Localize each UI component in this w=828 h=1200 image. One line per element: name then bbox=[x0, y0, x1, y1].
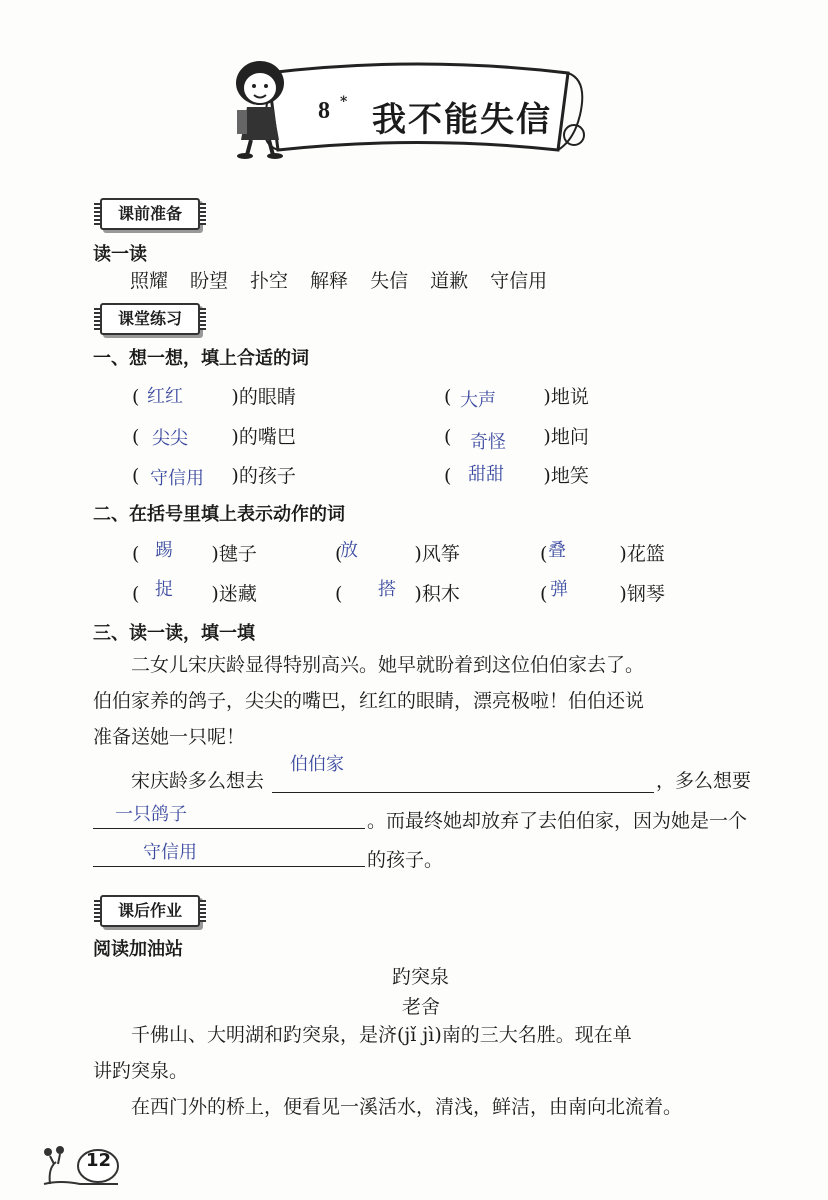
q1-answer: 尖尖 bbox=[152, 428, 188, 449]
article-title: 趵突泉 bbox=[392, 966, 450, 988]
q1-answer: 奇怪 bbox=[470, 432, 506, 453]
q2-item: ( )花篮 bbox=[540, 543, 665, 565]
word-item: 扑空 bbox=[250, 270, 289, 292]
lesson-number: 8 bbox=[318, 98, 330, 124]
q1-answer: 甜甜 bbox=[468, 464, 504, 485]
word-item: 解释 bbox=[310, 270, 349, 292]
q2-answer: 捉 bbox=[155, 579, 173, 600]
fill-answer-1: 伯伯家 bbox=[290, 754, 344, 775]
word-item: 守信用 bbox=[490, 270, 548, 292]
word-list bbox=[130, 266, 569, 293]
q2-answer: 踢 bbox=[155, 540, 173, 561]
q2-item: ( )迷藏 bbox=[132, 583, 257, 605]
q2-item: ( )毽子 bbox=[132, 543, 257, 565]
page-title: 我不能失信 bbox=[372, 100, 552, 140]
read-heading: 读一读 bbox=[93, 244, 147, 265]
q3-fill-end: 的孩子。 bbox=[367, 849, 444, 871]
q1-row2-right: ( )地问 bbox=[444, 426, 589, 448]
fill-answer-2: 一只鸽子 bbox=[115, 804, 187, 825]
q1-row1-left: ( )的眼睛 bbox=[132, 386, 296, 408]
q2-answer: 放 bbox=[340, 540, 358, 561]
q2-item: ( )风筝 bbox=[335, 543, 460, 565]
article-author: 老舍 bbox=[402, 996, 441, 1018]
q2-heading: 二、在括号里填上表示动作的词 bbox=[93, 504, 345, 525]
q2-item: ( )钢琴 bbox=[540, 583, 665, 605]
q3-heading: 三、读一读，填一填 bbox=[93, 623, 255, 644]
q3-fill-mid2: 。而最终她却放弃了去伯伯家，因为她是一个 bbox=[367, 810, 748, 832]
word-item: 盼望 bbox=[190, 270, 229, 292]
section-tag-pre: 课前准备 bbox=[100, 198, 200, 230]
word-item: 道歉 bbox=[430, 270, 469, 292]
word-item: 失信 bbox=[370, 270, 409, 292]
reading-heading: 阅读加油站 bbox=[93, 939, 183, 960]
q1-answer: 大声 bbox=[460, 390, 496, 411]
girl-mascot-icon bbox=[225, 55, 295, 160]
q3-passage: 二女儿宋庆龄显得特别高兴。她早就盼着到这位伯伯家去了。 伯伯家养的鸽子，尖尖的嘴巴，红红的眼睛，漂亮极啦！伯伯还说 准备送她一只呢！ bbox=[93, 654, 645, 748]
fill-blank-3 bbox=[93, 840, 365, 867]
q3-fill-prefix: 宋庆龄多么想去 bbox=[131, 770, 265, 792]
q1-row3-right: ( )地笑 bbox=[444, 465, 589, 487]
q2-answer: 叠 bbox=[548, 540, 566, 561]
fill-answer-3: 守信用 bbox=[143, 842, 197, 863]
q1-row1-right: ( )地说 bbox=[444, 386, 589, 408]
page-number: 12 bbox=[86, 1150, 112, 1171]
q2-answer: 搭 bbox=[378, 579, 396, 600]
q1-heading: 一、想一想，填上合适的词 bbox=[93, 348, 309, 369]
q3-fill-mid: ，多么想要 bbox=[656, 770, 752, 792]
q2-item: ( )积木 bbox=[335, 583, 460, 605]
q1-row2-left: ( )的嘴巴 bbox=[132, 426, 296, 448]
word-item: 照耀 bbox=[130, 270, 169, 292]
article-body: 千佛山、大明湖和趵突泉，是济(jǐ jì)南的三大名胜。现在单 讲趵突泉。 在西门外的桥上，便看见一溪活水，清浅，鲜洁，由南向北流着。 bbox=[93, 1024, 683, 1118]
q1-answer: 红红 bbox=[147, 386, 183, 407]
section-tag-class: 课堂练习 bbox=[100, 303, 200, 335]
q1-row3-left: ( )的孩子 bbox=[132, 465, 296, 487]
section-tag-after: 课后作业 bbox=[100, 895, 200, 927]
q1-answer: 守信用 bbox=[150, 468, 204, 489]
q2-answer: 弹 bbox=[550, 579, 568, 600]
lesson-star: * bbox=[340, 94, 348, 110]
